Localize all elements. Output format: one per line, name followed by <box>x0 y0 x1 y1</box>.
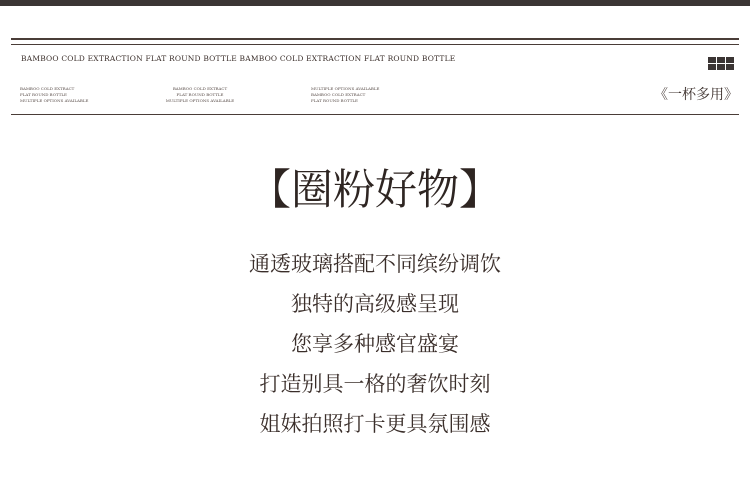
caption-line: BAMBOO COLD EXTRACT <box>172 86 228 91</box>
description-line: 您享多种感官盛宴 <box>291 332 459 356</box>
caption-column-1 <box>20 86 88 104</box>
caption-line: FLAT ROUND BOTTLE <box>311 98 358 103</box>
caption-column-3 <box>311 86 379 104</box>
description-line: 通透玻璃搭配不同缤纷调饮 <box>249 252 501 276</box>
caption-line: MULTIPLE OPTIONS AVAILABLE <box>311 86 380 91</box>
header-rule-top-thin <box>11 44 739 45</box>
description-line: 独特的高级感呈现 <box>291 292 459 316</box>
tagline: 《一杯多用》 <box>654 87 738 103</box>
caption-line: BAMBOO COLD EXTRACT <box>20 86 75 91</box>
description-line: 姐妹拍照打卡更具氛围感 <box>259 412 491 436</box>
caption-line: MULTIPLE OPTIONS AVAILABLE <box>165 98 235 103</box>
caption-line: MULTIPLE OPTIONS AVAILABLE <box>20 98 89 103</box>
description-line: 打造别具一格的奢饮时刻 <box>259 372 491 396</box>
caption-line: BAMBOO COLD EXTRACT <box>311 92 366 97</box>
header-headline: BAMBOO COLD EXTRACTION FLAT ROUND BOTTLE BAMBOO COLD EXTRACTION FLAT ROUND BOTTLE <box>21 54 456 63</box>
header-rule-bottom <box>11 114 739 115</box>
caption-column-2 <box>160 86 240 104</box>
grid-menu-icon <box>708 57 734 70</box>
top-bar <box>0 0 750 6</box>
caption-line: FLAT ROUND BOTTLE <box>176 92 224 97</box>
description-lines <box>0 249 750 449</box>
caption-line: FLAT ROUND BOTTLE <box>20 92 67 97</box>
header-rule-top <box>11 38 739 40</box>
page-title: 【圈粉好物】 <box>248 165 501 214</box>
